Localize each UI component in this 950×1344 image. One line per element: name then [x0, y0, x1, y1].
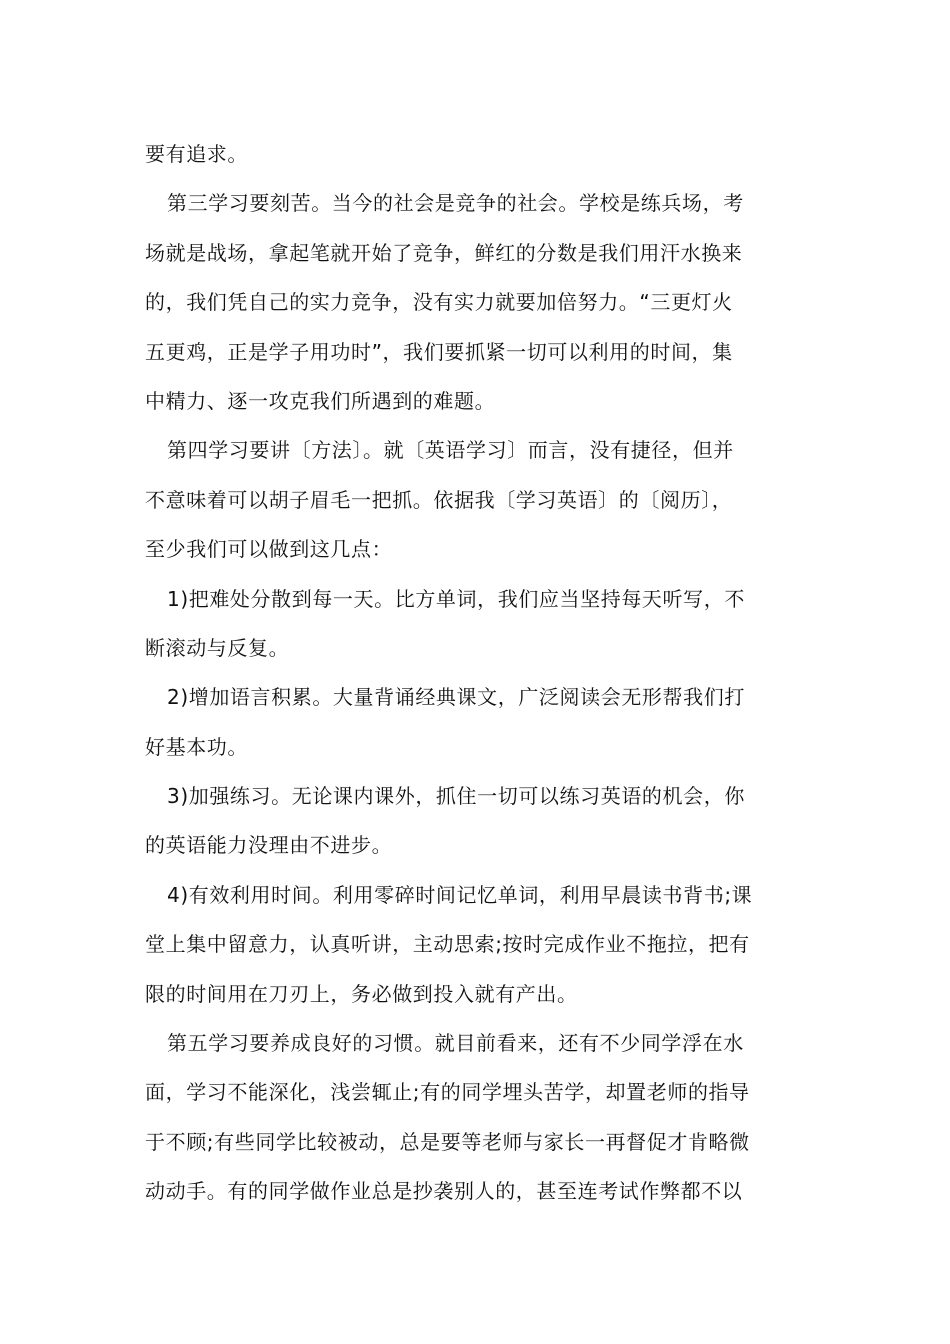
- text-line: 堂上集中留意力，认真听讲，主动思索;按时完成作业不拖拉，把有: [145, 932, 750, 957]
- text-line: 五更鸡，正是学子用功时”，我们要抓紧一切可以利用的时间，集: [145, 339, 733, 364]
- text-line: 第四学习要讲〔方法〕。就〔英语学习〕而言，没有捷径，但并: [167, 438, 734, 463]
- text-line: 场就是战场，拿起笔就开始了竞争，鲜红的分数是我们用汗水换来: [145, 240, 743, 265]
- text-line: 动动手。有的同学做作业总是抄袭别人的，甚至连考试作弊都不以: [145, 1179, 743, 1204]
- text-line: 要有追求。: [145, 142, 248, 166]
- text-line: 第三学习要刻苦。当今的社会是竞争的社会。学校是练兵场，考: [167, 191, 744, 216]
- text-line: 于不顾;有些同学比较被动，总是要等老师与家长一再督促才肯略微: [145, 1129, 750, 1154]
- text-line: 4)有效利用时间。利用零碎时间记忆单词，利用早晨读书背书;课: [167, 882, 753, 907]
- text-line: 至少我们可以做到这几点：: [145, 537, 393, 562]
- text-line: 中精力、逐一攻克我们所遇到的难题。: [145, 388, 496, 413]
- text-line: 3)加强练习。无论课内课外，抓住一切可以练习英语的机会，你: [167, 784, 745, 809]
- document-body: [145, 130, 805, 1217]
- text-line: 的英语能力没理由不进步。: [145, 833, 393, 858]
- text-line: 1)把难处分散到每一天。比方单词，我们应当坚持每天听写，不: [167, 586, 745, 611]
- text-line: 好基本功。: [145, 734, 248, 759]
- text-line: 2)增加语言积累。大量背诵经典课文，广泛阅读会无形帮我们打: [167, 685, 745, 710]
- text-line: 断滚动与反复。: [145, 635, 290, 660]
- text-line: 第五学习要养成良好的习惯。就目前看来，还有不少同学浮在水: [167, 1031, 744, 1056]
- text-line: 面，学习不能深化，浅尝辄止;有的同学埋头苦学，却置老师的指导: [145, 1080, 750, 1105]
- text-line: 限的时间用在刀刃上，务必做到投入就有产出。: [145, 981, 578, 1006]
- text-line: 的，我们凭自己的实力竞争，没有实力就要加倍努力。“三更灯火: [145, 290, 733, 315]
- text-line: 不意味着可以胡子眉毛一把抓。依据我〔学习英语〕的〔阅历〕，: [145, 487, 733, 512]
